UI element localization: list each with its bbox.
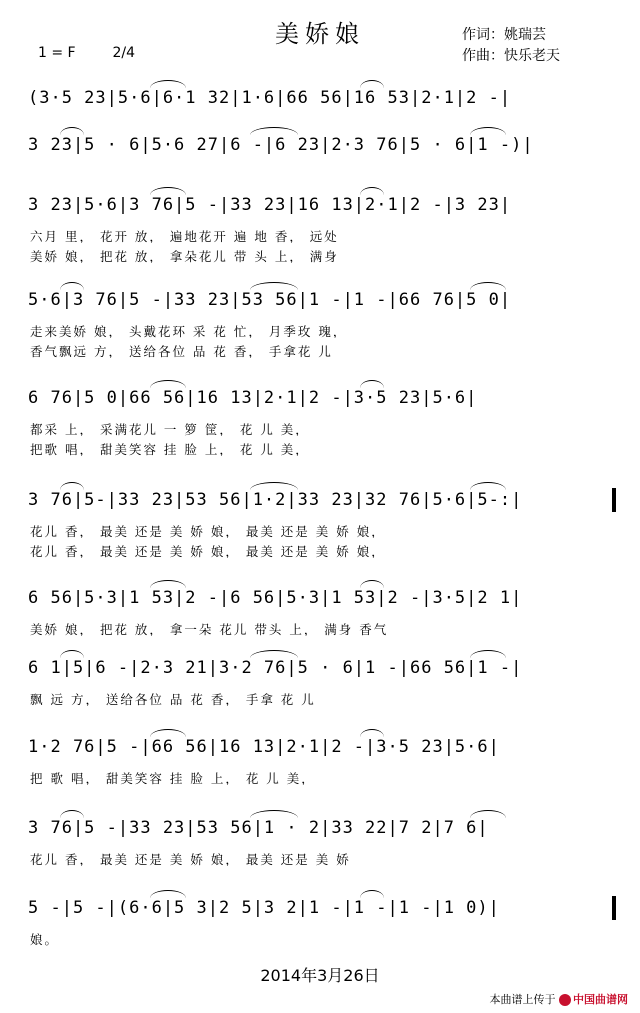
slur-mark [150,580,186,588]
slur-mark [150,890,186,898]
slur-mark [60,127,84,135]
slur-mark [60,650,84,658]
lyric-line: 六月 里， 花开 放， 遍地花开 遍 地 香， 远处 [30,229,339,243]
slur-mark [470,650,506,658]
site-logo [559,991,628,1007]
lyric-line: 都采 上， 采满花儿 一 箩 筐， 花 儿 美， [30,422,310,436]
slur-mark [470,127,506,135]
slur-mark [360,890,384,898]
lyric-line: 香气飘远 方， 送给各位 品 花 香， 手拿花 儿 [30,344,333,358]
lyric-line: 花儿 香， 最美 还是 美 娇 娘， 最美 还是 美 娇 娘， [30,524,386,538]
slur-mark [360,187,384,195]
slur-mark [360,380,384,388]
score-line: 3 76|5-|33 23|53 56|1·2|33 23|32 76|5·6|5-:| [28,490,523,510]
score-line: 1·2 76|5 -|66 56|16 13|2·1|2 -|3·5 23|5·6| [28,737,500,757]
slur-mark [250,282,298,290]
score-line: 3 23|5 · 6|5·6 27|6 -|6 23|2·3 76|5 · 6|1 -)| [28,135,534,155]
slur-mark [470,482,506,490]
slur-mark [360,729,384,737]
site-logo-icon [559,994,571,1006]
score-line: 5·6|3 76|5 -|33 23|53 56|1 -|1 -|66 76|5 0| [28,290,512,310]
score-line: 6 76|5 0|66 56|16 13|2·1|2 -|3·5 23|5·6| [28,388,478,408]
final-barline [612,488,616,512]
score-line: 6 56|5·3|1 53|2 -|6 56|5·3|1 53|2 -|3·5|2 1| [28,588,523,608]
source-prefix: 本曲谱上传于 [489,993,556,1006]
publish-date: 2014年3月26日 [260,966,380,985]
key-signature [38,45,135,61]
score-line: (3·5 23|5·6|6·1 32|1·6|66 56|16 53|2·1|2 -| [28,88,512,108]
slur-mark [250,650,298,658]
lyric-line: 美娇 娘， 把花 放， 拿一朵 花儿 带头 上， 满身 香气 [30,622,389,636]
lyric-line: 花儿 香， 最美 还是 美 娇 娘， 最美 还是 美 娇 [30,852,351,866]
slur-mark [250,482,298,490]
slur-mark [250,810,298,818]
lyric-line: 走来美娇 娘， 头戴花环 采 花 忙， 月季玫 瑰， [30,324,348,338]
time-signature: 2/4 [112,45,136,61]
lyric-line: 花儿 香， 最美 还是 美 娇 娘， 最美 还是 美 娇 娘， [30,544,386,558]
slur-mark [250,127,298,135]
score-line: 6 1|5|6 -|2·3 21|3·2 76|5 · 6|1 -|66 56|1 -| [28,658,523,678]
key-label: 1 = F [38,45,76,61]
slur-mark [60,810,84,818]
slur-mark [60,282,84,290]
source-credit [490,991,629,1007]
slur-mark [470,810,506,818]
lyric-line: 飘 远 方， 送给各位 品 花 香， 手拿 花 儿 [30,692,316,706]
slur-mark [470,282,506,290]
lyric-line: 把 歌 唱， 甜美笑容 挂 脸 上， 花 儿 美， [30,771,316,785]
song-title: 美娇娘 [275,20,365,48]
composer-credit: 作曲：快乐老天 [462,48,560,64]
lyricist-credit: 作词：姚瑞芸 [462,27,546,43]
site-name: 中国曲谱网 [573,993,628,1006]
slur-mark [150,187,186,195]
lyric-line: 把歌 唱， 甜美笑容 挂 脸 上， 花 儿 美， [30,442,310,456]
score-line: 5 -|5 -|(6·6|5 3|2 5|3 2|1 -|1 -|1 -|1 0)| [28,898,500,918]
slur-mark [150,80,186,88]
lyric-line: 美娇 娘， 把花 放， 拿朵花儿 带 头 上， 满身 [30,249,339,263]
slur-mark [60,482,84,490]
slur-mark [360,580,384,588]
score-line: 3 23|5·6|3 76|5 -|33 23|16 13|2·1|2 -|3 23| [28,195,512,215]
slur-mark [360,80,384,88]
lyric-line: 娘。 [30,932,60,946]
slur-mark [150,380,186,388]
final-barline [612,896,616,920]
slur-mark [150,729,186,737]
score-line: 3 76|5 -|33 23|53 56|1 · 2|33 22|7 2|7 6| [28,818,489,838]
